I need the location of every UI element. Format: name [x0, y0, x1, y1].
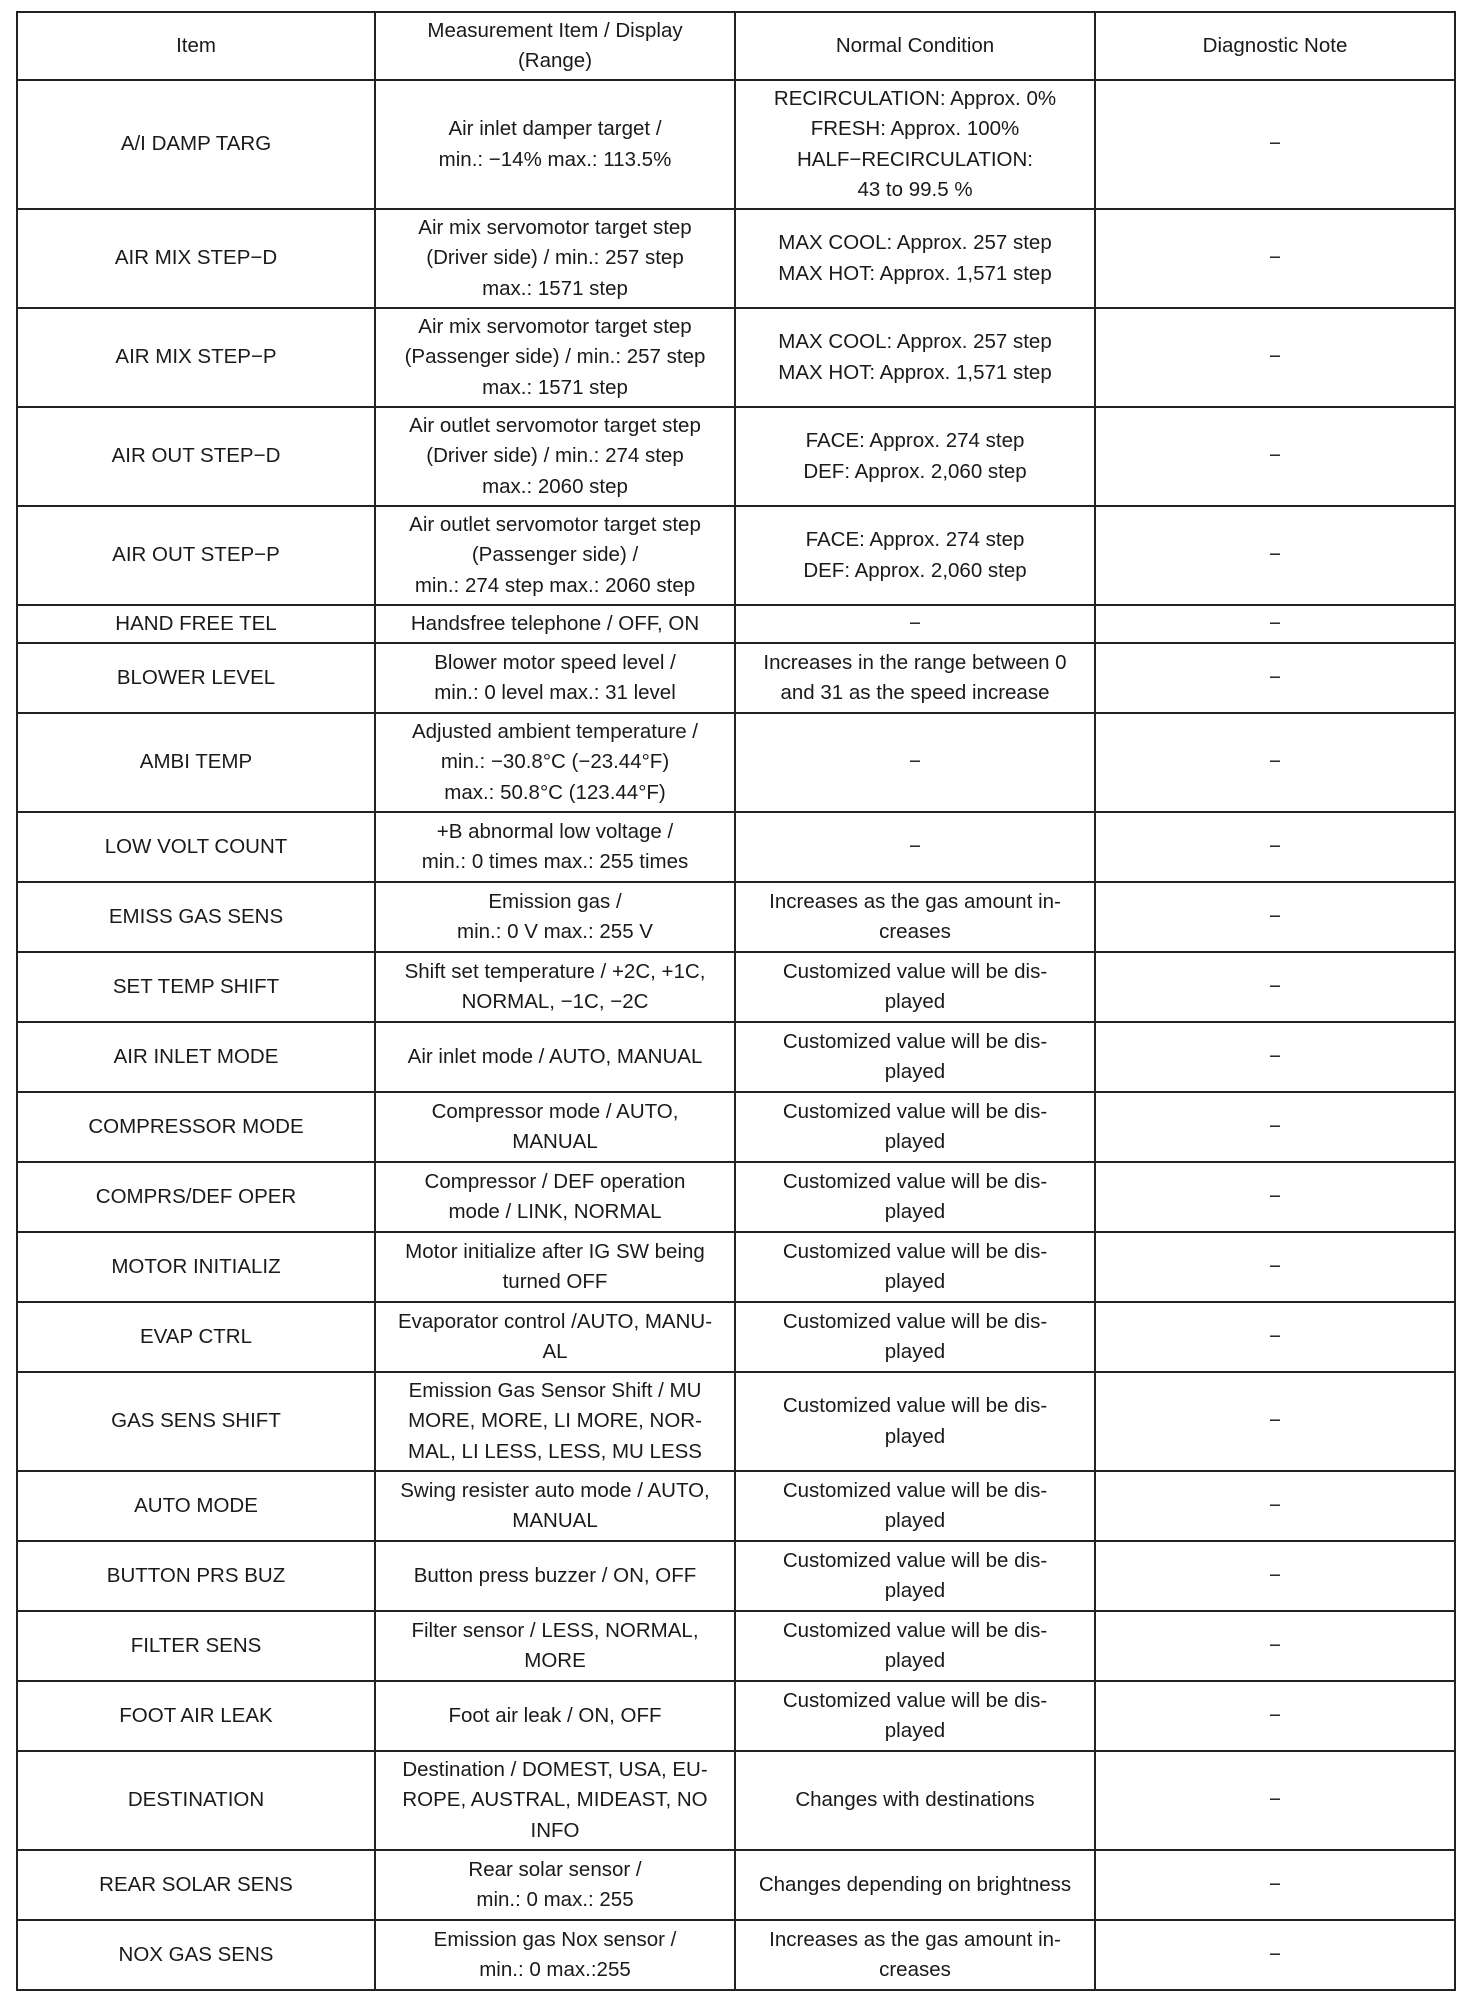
- measurement-cell: Air mix servomotor target step (Driver side) / min.: 257 step max.: 1571 step: [375, 209, 735, 308]
- normal-condition-cell: Increases as the gas amount in- creases: [735, 1920, 1095, 1990]
- table-row: [17, 1681, 1455, 1751]
- normal-condition-cell: Customized value will be dis- played: [735, 1541, 1095, 1611]
- measurement-cell: Air inlet mode / AUTO, MANUAL: [375, 1022, 735, 1092]
- measurement-cell: Adjusted ambient temperature / min.: −30.8°C (−23.44°F) max.: 50.8°C (123.44°F): [375, 713, 735, 812]
- item-cell: AMBI TEMP: [17, 713, 375, 812]
- table-row: [17, 952, 1455, 1022]
- item-cell: COMPRS/DEF OPER: [17, 1162, 375, 1232]
- normal-condition-cell: Customized value will be dis- played: [735, 1022, 1095, 1092]
- item-cell: REAR SOLAR SENS: [17, 1850, 375, 1920]
- normal-condition-cell: FACE: Approx. 274 step DEF: Approx. 2,060 step: [735, 506, 1095, 605]
- item-cell: AIR OUT STEP−P: [17, 506, 375, 605]
- measurement-cell: +B abnormal low voltage / min.: 0 times max.: 255 times: [375, 812, 735, 882]
- measurement-cell: Blower motor speed level / min.: 0 level max.: 31 level: [375, 643, 735, 713]
- table-row: [17, 643, 1455, 713]
- table-row: [17, 1372, 1455, 1471]
- measurement-cell: Button press buzzer / ON, OFF: [375, 1541, 735, 1611]
- normal-condition-cell: Customized value will be dis- played: [735, 1681, 1095, 1751]
- table-row: [17, 1611, 1455, 1681]
- diagnostic-note-cell: −: [1095, 80, 1455, 209]
- item-cell: AIR OUT STEP−D: [17, 407, 375, 506]
- diagnostic-note-cell: −: [1095, 812, 1455, 882]
- measurement-cell: Compressor mode / AUTO, MANUAL: [375, 1092, 735, 1162]
- measurement-cell: Shift set temperature / +2C, +1C, NORMAL, −1C, −2C: [375, 952, 735, 1022]
- diagnostic-note-cell: −: [1095, 1611, 1455, 1681]
- normal-condition-cell: Increases in the range between 0 and 31 as the speed increase: [735, 643, 1095, 713]
- normal-condition-cell: FACE: Approx. 274 step DEF: Approx. 2,060 step: [735, 407, 1095, 506]
- normal-condition-cell: −: [735, 812, 1095, 882]
- table-row: [17, 605, 1455, 643]
- normal-condition-cell: Customized value will be dis- played: [735, 1372, 1095, 1471]
- item-cell: FILTER SENS: [17, 1611, 375, 1681]
- data-list-sheet: [16, 11, 1454, 1991]
- item-cell: AIR INLET MODE: [17, 1022, 375, 1092]
- measurement-cell: Emission gas Nox sensor / min.: 0 max.:255: [375, 1920, 735, 1990]
- diagnostic-note-cell: −: [1095, 1022, 1455, 1092]
- item-cell: LOW VOLT COUNT: [17, 812, 375, 882]
- measurement-cell: Swing resister auto mode / AUTO, MANUAL: [375, 1471, 735, 1541]
- diagnostic-note-cell: −: [1095, 952, 1455, 1022]
- table-row: [17, 209, 1455, 308]
- diagnostic-note-cell: −: [1095, 713, 1455, 812]
- item-cell: AIR MIX STEP−P: [17, 308, 375, 407]
- diagnostic-note-cell: −: [1095, 407, 1455, 506]
- table-row: [17, 1920, 1455, 1990]
- normal-condition-cell: Customized value will be dis- played: [735, 1471, 1095, 1541]
- table-row: [17, 713, 1455, 812]
- measurement-cell: Emission gas / min.: 0 V max.: 255 V: [375, 882, 735, 952]
- item-cell: AUTO MODE: [17, 1471, 375, 1541]
- measurement-cell: Air mix servomotor target step (Passenger side) / min.: 257 step max.: 1571 step: [375, 308, 735, 407]
- diagnostic-note-cell: −: [1095, 1302, 1455, 1372]
- table-row: [17, 812, 1455, 882]
- item-cell: MOTOR INITIALIZ: [17, 1232, 375, 1302]
- table-row: [17, 1302, 1455, 1372]
- diagnostic-note-cell: −: [1095, 308, 1455, 407]
- measurement-cell: Filter sensor / LESS, NORMAL, MORE: [375, 1611, 735, 1681]
- measurement-cell: Compressor / DEF operation mode / LINK, NORMAL: [375, 1162, 735, 1232]
- table-row: [17, 1232, 1455, 1302]
- diagnostic-note-cell: −: [1095, 1850, 1455, 1920]
- item-cell: COMPRESSOR MODE: [17, 1092, 375, 1162]
- measurement-cell: Foot air leak / ON, OFF: [375, 1681, 735, 1751]
- header-item: Item: [17, 12, 375, 80]
- normal-condition-cell: RECIRCULATION: Approx. 0% FRESH: Approx. 100% HALF−RECIRCULATION: 43 to 99.5 %: [735, 80, 1095, 209]
- table-row: [17, 1541, 1455, 1611]
- diagnostic-note-cell: −: [1095, 882, 1455, 952]
- normal-condition-cell: Changes depending on brightness: [735, 1850, 1095, 1920]
- measurement-cell: Destination / DOMEST, USA, EU- ROPE, AUSTRAL, MIDEAST, NO INFO: [375, 1751, 735, 1850]
- diagnostic-note-cell: −: [1095, 1751, 1455, 1850]
- table-row: [17, 1751, 1455, 1850]
- table-row: [17, 407, 1455, 506]
- table-row: [17, 80, 1455, 209]
- header-row: [17, 12, 1455, 80]
- item-cell: A/I DAMP TARG: [17, 80, 375, 209]
- measurement-cell: Motor initialize after IG SW being turned OFF: [375, 1232, 735, 1302]
- diagnostic-note-cell: −: [1095, 209, 1455, 308]
- item-cell: EVAP CTRL: [17, 1302, 375, 1372]
- measurement-cell: Handsfree telephone / OFF, ON: [375, 605, 735, 643]
- measurement-cell: Evaporator control /AUTO, MANU- AL: [375, 1302, 735, 1372]
- diagnostic-note-cell: −: [1095, 1232, 1455, 1302]
- diagnostic-note-cell: −: [1095, 1162, 1455, 1232]
- diagnostic-note-cell: −: [1095, 605, 1455, 643]
- table-row: [17, 1022, 1455, 1092]
- item-cell: NOX GAS SENS: [17, 1920, 375, 1990]
- table-row: [17, 1162, 1455, 1232]
- measurement-cell: Rear solar sensor / min.: 0 max.: 255: [375, 1850, 735, 1920]
- item-cell: HAND FREE TEL: [17, 605, 375, 643]
- table-row: [17, 1471, 1455, 1541]
- normal-condition-cell: MAX COOL: Approx. 257 step MAX HOT: Approx. 1,571 step: [735, 209, 1095, 308]
- diagnostic-note-cell: −: [1095, 1920, 1455, 1990]
- header-diagnostic-note: Diagnostic Note: [1095, 12, 1455, 80]
- item-cell: DESTINATION: [17, 1751, 375, 1850]
- measurement-cell: Air outlet servomotor target step (Passenger side) / min.: 274 step max.: 2060 step: [375, 506, 735, 605]
- diagnostic-note-cell: −: [1095, 1471, 1455, 1541]
- item-cell: FOOT AIR LEAK: [17, 1681, 375, 1751]
- table-row: [17, 882, 1455, 952]
- diagnostic-note-cell: −: [1095, 506, 1455, 605]
- normal-condition-cell: Changes with destinations: [735, 1751, 1095, 1850]
- table-row: [17, 506, 1455, 605]
- normal-condition-cell: −: [735, 605, 1095, 643]
- item-cell: EMISS GAS SENS: [17, 882, 375, 952]
- normal-condition-cell: −: [735, 713, 1095, 812]
- item-cell: GAS SENS SHIFT: [17, 1372, 375, 1471]
- measurement-cell: Emission Gas Sensor Shift / MU MORE, MORE, LI MORE, NOR- MAL, LI LESS, LESS, MU LESS: [375, 1372, 735, 1471]
- item-cell: SET TEMP SHIFT: [17, 952, 375, 1022]
- item-cell: BLOWER LEVEL: [17, 643, 375, 713]
- item-cell: BUTTON PRS BUZ: [17, 1541, 375, 1611]
- table-row: [17, 1092, 1455, 1162]
- measurement-cell: Air outlet servomotor target step (Driver side) / min.: 274 step max.: 2060 step: [375, 407, 735, 506]
- normal-condition-cell: Customized value will be dis- played: [735, 952, 1095, 1022]
- header-measurement: Measurement Item / Display (Range): [375, 12, 735, 80]
- normal-condition-cell: Customized value will be dis- played: [735, 1611, 1095, 1681]
- normal-condition-cell: Customized value will be dis- played: [735, 1302, 1095, 1372]
- header-normal-condition: Normal Condition: [735, 12, 1095, 80]
- data-list-table: [16, 11, 1456, 1991]
- diagnostic-note-cell: −: [1095, 643, 1455, 713]
- normal-condition-cell: Increases as the gas amount in- creases: [735, 882, 1095, 952]
- normal-condition-cell: MAX COOL: Approx. 257 step MAX HOT: Approx. 1,571 step: [735, 308, 1095, 407]
- table-row: [17, 1850, 1455, 1920]
- normal-condition-cell: Customized value will be dis- played: [735, 1162, 1095, 1232]
- diagnostic-note-cell: −: [1095, 1092, 1455, 1162]
- diagnostic-note-cell: −: [1095, 1372, 1455, 1471]
- item-cell: AIR MIX STEP−D: [17, 209, 375, 308]
- diagnostic-note-cell: −: [1095, 1681, 1455, 1751]
- table-row: [17, 308, 1455, 407]
- diagnostic-note-cell: −: [1095, 1541, 1455, 1611]
- normal-condition-cell: Customized value will be dis- played: [735, 1232, 1095, 1302]
- normal-condition-cell: Customized value will be dis- played: [735, 1092, 1095, 1162]
- measurement-cell: Air inlet damper target / min.: −14% max.: 113.5%: [375, 80, 735, 209]
